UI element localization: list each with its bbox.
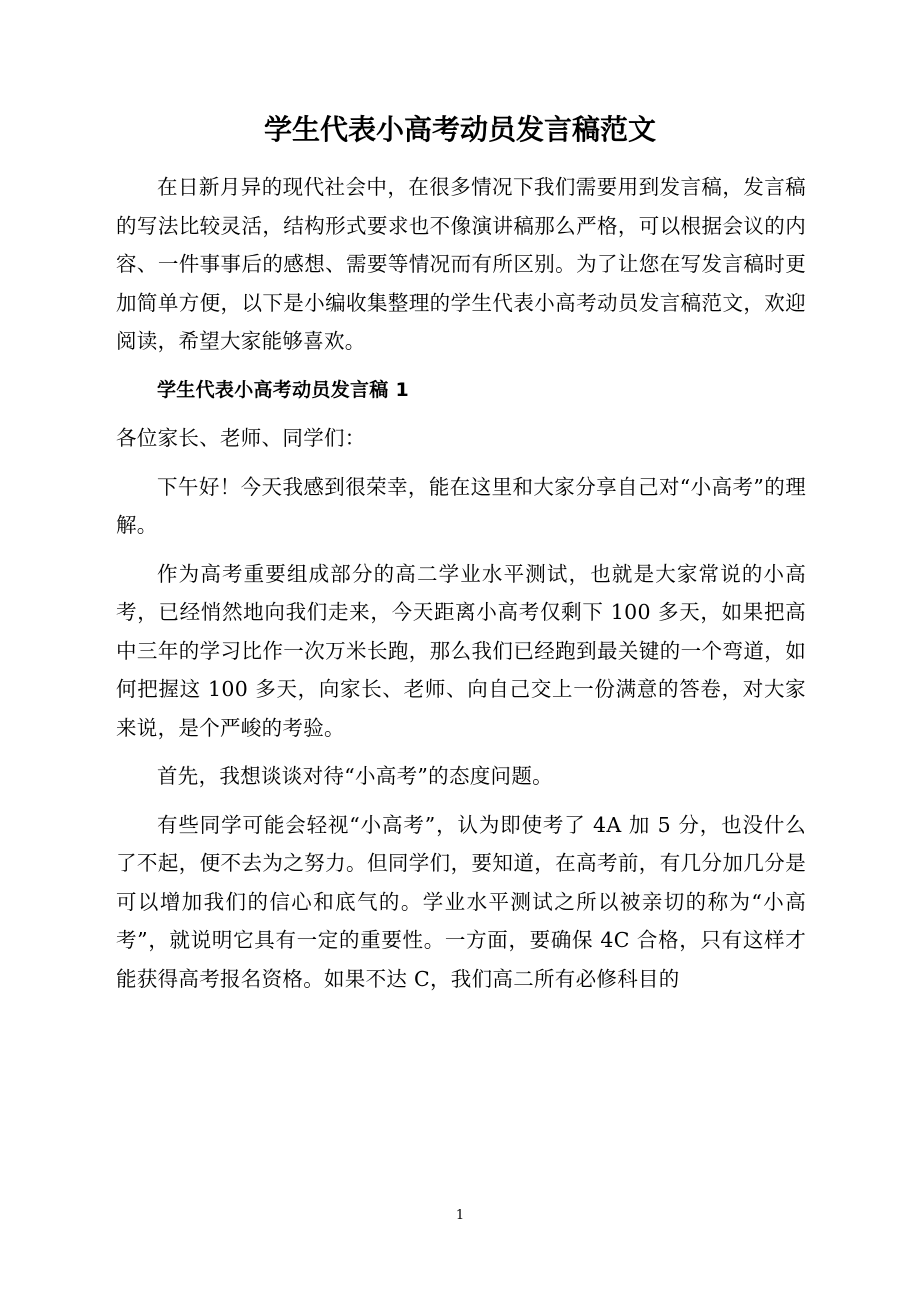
document-body [116, 168, 806, 1008]
body-paragraph: 作为高考重要组成部分的高二学业水平测试，也就是大家常说的小高考，已经悄然地向我们走来，今天距离小高考仅剩下 100 多天，如果把高中三年的学习比作一次万米长跑，那么我们已经跑到最关键的一个弯道，如何把握这 100 多天，向家长、老师、向自己交上一份满意的答卷，对大家来说，是个严峻的考验。 [116, 561, 806, 740]
section-heading: 学生代表小高考动员发言稿 1 [157, 378, 410, 401]
salutation: 各位家长、老师、同学们： [116, 426, 366, 450]
intro-paragraph: 在日新月异的现代社会中，在很多情况下我们需要用到发言稿，发言稿的写法比较灵活，结构形式要求也不像演讲稿那么严格，可以根据会议的内容、一件事事后的感想、需要等情况而有所区别。为了让您在写发言稿时更加简单方便，以下是小编收集整理的学生代表小高考动员发言稿范文，欢迎阅读，希望大家能够喜欢。 [116, 175, 806, 353]
page-number: 1 [455, 1208, 465, 1223]
body-paragraph: 有些同学可能会轻视“小高考”，认为即使考了 4A 加 5 分，也没什么了不起，便不去为之努力。但同学们，要知道，在高考前，有几分加几分是可以增加我们的信心和底气的。学业水平测试之所以被亲切的称为“小高考”，就说明它具有一定的重要性。一方面，要确保 4C 合格，只有这样才能获得高考报名资格。如果不达 C，我们高二所有必修科目的 [116, 812, 806, 991]
body-paragraph: 首先，我想谈谈对待“小高考”的态度问题。 [157, 764, 553, 788]
document-title: 学生代表小高考动员发言稿范文 [263, 113, 656, 146]
body-paragraph: 下午好！今天我感到很荣幸，能在这里和大家分享自己对“小高考”的理解。 [116, 474, 806, 537]
